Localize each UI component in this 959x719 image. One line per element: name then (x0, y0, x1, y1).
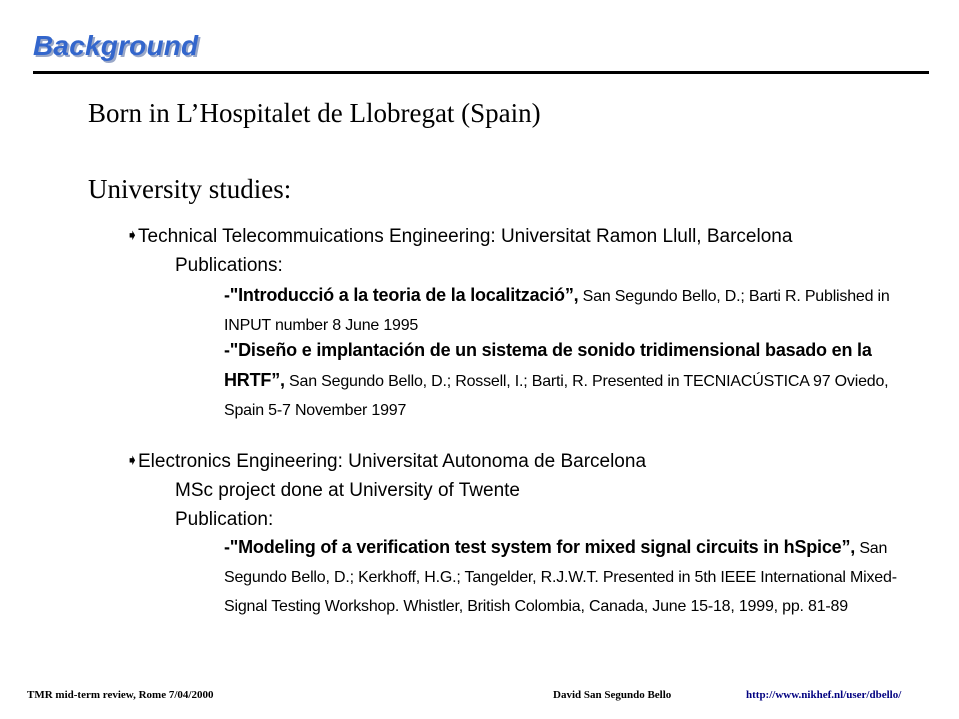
degree2-item (126, 451, 646, 473)
pub3-title: -"Modeling of a verification test system for mixed signal circuits in hSpice”, (224, 537, 856, 557)
pub1-title: -"Introducció a la teoria de la localització”, (224, 285, 579, 305)
pub2-title: -"Diseño e implantación de un sistema de sonido tridimensional basado en la HRTF”, (224, 340, 872, 390)
degree1-publication-2 (224, 336, 914, 425)
degree2-publication (224, 533, 914, 621)
degree1-publications-label: Publications: (175, 255, 283, 276)
degree2-title: Electronics Engineering: Universitat Autonoma de Barcelona (138, 451, 647, 472)
born-line: Born in L’Hospitalet de Llobregat (Spain) (88, 98, 541, 128)
arrow-bullet-icon: ➧ (126, 227, 139, 244)
degree2-msc: MSc project done at University of Twente (175, 480, 520, 501)
footer-left: TMR mid-term review, Rome 7/04/2000 (27, 689, 214, 701)
degree2-publication-label: Publication: (175, 509, 274, 530)
footer-author: David San Segundo Bello (553, 689, 672, 701)
studies-heading: University studies: (88, 174, 292, 204)
footer-url-link[interactable]: http://www.nikhef.nl/user/dbello/ (746, 689, 902, 701)
title-underline (33, 71, 929, 74)
degree1-title: Technical Telecommuications Engineering: Universitat Ramon Llull, Barcelona (138, 226, 793, 247)
pub2-details: San Segundo Bello, D.; Rossell, I.; Barti, R. Presented in TECNIACÚSTICA 97 Oviedo, Spain 5-7 November 1997 (224, 373, 889, 419)
pub1-details: San Segundo Bello, D.; Barti R. Published in INPUT number 8 June 1995 (224, 288, 890, 334)
degree1-publication-1 (224, 281, 914, 340)
arrow-bullet-icon: ➧ (126, 452, 139, 469)
degree1-item (126, 226, 792, 248)
slide-title: Background (33, 30, 199, 61)
pub3-details: San Segundo Bello, D.; Kerkhoff, H.G.; Tangelder, R.J.W.T. Presented in 5th IEEE International Mixed-Signal Testing Workshop. Whistler, British Colombia, Canada, June 15-18, 1999, pp. 81-89 (224, 540, 897, 615)
